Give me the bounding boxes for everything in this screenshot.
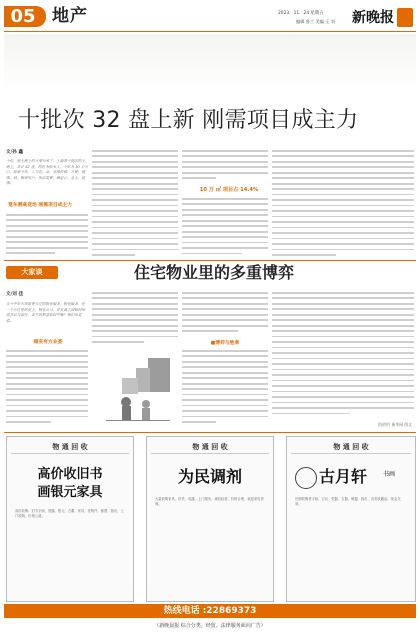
ad-body: 高价收购：旧书字画、瓷器、银元、古董、家具、老物件、邮票、钱币，上门收购，价格公道。 <box>15 509 124 518</box>
feature-illustration-art <box>96 350 178 430</box>
feature-body-col-c2 <box>182 350 268 430</box>
feature-kicker: 大家谈 <box>6 266 58 279</box>
ad-header: 物 通 回 收 <box>151 441 269 454</box>
ad-header: 物 通 回 收 <box>11 441 129 454</box>
feature-intro: 当今中年大家庭更关注的物业服务，物业服务，在一个小区里的业主、物业公司、开发商之间如何形成共识与信任，各方的利益如何平衡？我们来看看。 <box>6 302 86 323</box>
feature-body-col-c <box>182 292 268 338</box>
feature-body-col-d <box>272 292 414 420</box>
ad-title: 古月轩 <box>319 467 368 486</box>
lead-intro: 今年，黑土地上的大部分房子，上海等十批次的土地上，共计 32 盘，所在为前来人、今年为 30 余万户。如果今年，人力在、北，本地价格、方便、健康、到、购房用户；所以需要、满足心、业主、健康。 <box>6 159 88 186</box>
paper-logo-text: 新晚报 <box>352 10 394 26</box>
hotline-text: 热线电话 :22869373 <box>163 606 257 616</box>
ad-body: 大量收购家具、旧货、电器，上门服务，诚信经营，价格合理，欢迎来电咨询。 <box>155 497 264 506</box>
ad-weimin-exchange[interactable] <box>146 436 274 602</box>
footer-note: （新晚晨报 综合分类、经贸、法律服务面向广告） <box>154 623 266 629</box>
masthead-date: 2023．11．24 星期五 <box>278 11 324 16</box>
page-number: 05 <box>10 6 36 27</box>
paper-logo <box>352 6 414 30</box>
masthead-editor: 编辑 鲁兰 美编 王 刘 <box>296 19 335 24</box>
ad-body: 长期收购老字画、古玩、瓷器、玉器、铜器、钱币，各类收藏品，现金交易。 <box>295 497 401 506</box>
lead-headline: 十批次 32 盘上新 刚需项目成主力 <box>18 108 359 133</box>
lead-mid-subhead: 10 万 ㎡ 项目占 14.4% <box>199 187 259 193</box>
ad-title: 高价收旧书 <box>37 467 103 482</box>
ad-title: 为民调剂 <box>177 467 242 486</box>
feature-subhead-1: 稳妥有方业委 <box>33 340 63 345</box>
ad-header: 物 通 回 收 <box>291 441 411 454</box>
ad-title-suffix: 书画 <box>383 471 396 478</box>
masthead-rule <box>4 31 416 32</box>
lead-body-col-d <box>272 150 414 258</box>
lead-byline: 文/孙 鑫 <box>6 150 24 155</box>
feature-body-col-b <box>92 292 178 348</box>
ad-title-2: 画银元家具 <box>37 485 103 500</box>
ad-guyuexuan[interactable] <box>286 436 416 602</box>
section-title: 地产 <box>52 6 88 26</box>
section-divider <box>4 260 416 261</box>
paper-logo-mark <box>397 8 413 27</box>
ad-logo-icon <box>295 467 317 489</box>
feature-byline: 文/刘 佳 <box>6 292 24 297</box>
feature-body-col-a <box>6 350 88 430</box>
lead-body-col-b <box>92 150 178 258</box>
ads-divider <box>4 432 416 433</box>
lead-body-col-a <box>6 214 88 258</box>
feature-headline: 住宅物业里的多重博弈 <box>134 263 295 282</box>
feature-subhead-2: ■博弈与胜率 <box>210 341 240 346</box>
feature-footnote: 图/图片 新华网 图文 <box>377 422 412 427</box>
feature-illustration <box>96 350 178 430</box>
lead-body-col-c2 <box>182 198 268 258</box>
lead-side-subhead: 宽车侧高竞场 刚需项目成主力 <box>8 203 73 208</box>
lead-body-col-c <box>182 150 268 183</box>
ad-recycle-books[interactable] <box>6 436 134 602</box>
